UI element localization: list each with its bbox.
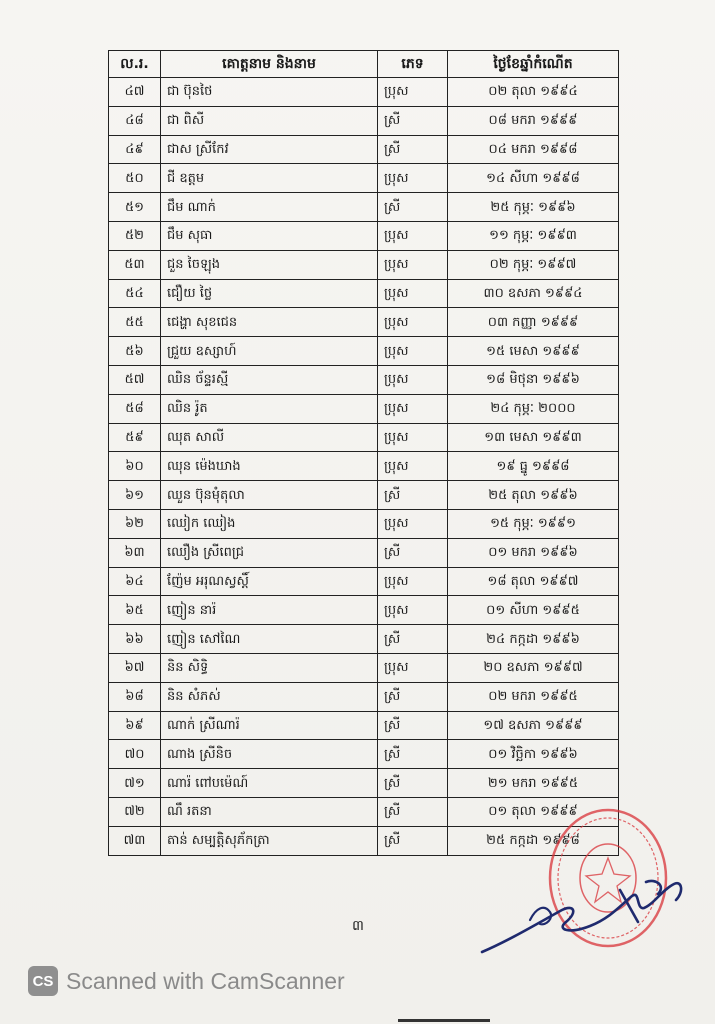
row-name-cell: ឈៀក ឈៀង	[161, 509, 378, 538]
table-row	[109, 423, 619, 452]
row-dob-cell: ២៥ តុលា ១៩៩៦	[448, 481, 619, 510]
row-number-cell: ៧១	[109, 769, 161, 798]
row-sex-cell: ស្រី	[378, 538, 448, 567]
row-dob-cell: ១៥ កុម្ភៈ ១៩៩១	[448, 509, 619, 538]
table-row	[109, 250, 619, 279]
row-sex-cell: ប្រុស	[378, 365, 448, 394]
camscanner-watermark	[28, 966, 345, 996]
row-sex-cell: ប្រុស	[378, 337, 448, 366]
row-name-cell: ជា ប៊ុនថៃ	[161, 78, 378, 107]
table-row	[109, 78, 619, 107]
row-name-cell: ឈិន រ៉ូត	[161, 394, 378, 423]
row-sex-cell: ស្រី	[378, 711, 448, 740]
row-dob-cell: ០២ កុម្ភៈ ១៩៩៧	[448, 250, 619, 279]
table-row	[109, 452, 619, 481]
table-row	[109, 394, 619, 423]
row-sex-cell: ប្រុស	[378, 308, 448, 337]
row-sex-cell: ស្រី	[378, 826, 448, 855]
row-name-cell: ណាង ស្រីនិច	[161, 740, 378, 769]
row-dob-cell: ១៥ មេសា ១៩៩៩	[448, 337, 619, 366]
row-name-cell: ជឹម ណាក់	[161, 193, 378, 222]
row-name-cell: ជ្រួយ ឧស្សាហ៍	[161, 337, 378, 366]
row-number-cell: ៤៩	[109, 135, 161, 164]
table-row	[109, 567, 619, 596]
row-dob-cell: ០១ សីហា ១៩៩៥	[448, 596, 619, 625]
row-name-cell: ញ៉ែម អរុណស្វស្តិ៍	[161, 567, 378, 596]
row-name-cell: តាន់ សម្បត្តិសុភ័កត្រា	[161, 826, 378, 855]
table-body	[109, 78, 619, 856]
row-sex-cell: ស្រី	[378, 135, 448, 164]
row-dob-cell: ០៤ មករា ១៩៩៨	[448, 135, 619, 164]
header-number: ល.រ.	[109, 51, 161, 78]
row-number-cell: ៥០	[109, 164, 161, 193]
table-row	[109, 164, 619, 193]
table-row	[109, 625, 619, 654]
row-dob-cell: ១៨ តុលា ១៩៩៧	[448, 567, 619, 596]
row-dob-cell: ០១ មករា ១៩៩៦	[448, 538, 619, 567]
row-number-cell: ៦៣	[109, 538, 161, 567]
row-number-cell: ៦៧	[109, 653, 161, 682]
row-dob-cell: ០១ វិច្ឆិកា ១៩៩៦	[448, 740, 619, 769]
row-dob-cell: ១៤ សីហា ១៩៩៨	[448, 164, 619, 193]
row-number-cell: ៥៧	[109, 365, 161, 394]
table-row	[109, 797, 619, 826]
row-number-cell: ៥៤	[109, 279, 161, 308]
row-dob-cell: ២០ ឧសភា ១៩៩៧	[448, 653, 619, 682]
row-number-cell: ៦៤	[109, 567, 161, 596]
row-sex-cell: ស្រី	[378, 625, 448, 654]
row-dob-cell: ០៨ មករា ១៩៩៩	[448, 106, 619, 135]
table-row	[109, 826, 619, 855]
table-row	[109, 106, 619, 135]
header-sex: ភេទ	[378, 51, 448, 78]
row-number-cell: ៥៩	[109, 423, 161, 452]
row-number-cell: ៦០	[109, 452, 161, 481]
table-row	[109, 538, 619, 567]
row-dob-cell: ០១ តុលា ១៩៩៩	[448, 797, 619, 826]
row-number-cell: ៦៨	[109, 682, 161, 711]
table-row	[109, 711, 619, 740]
row-sex-cell: ស្រី	[378, 193, 448, 222]
table-row	[109, 279, 619, 308]
row-number-cell: ៥៨	[109, 394, 161, 423]
row-dob-cell: ២១ មករា ១៩៩៥	[448, 769, 619, 798]
bottom-edge-bar	[398, 1019, 490, 1022]
row-dob-cell: ១៩ ធ្នូ ១៩៩៨	[448, 452, 619, 481]
row-name-cell: ឈួន ប៊ុនមុំតុលា	[161, 481, 378, 510]
row-sex-cell: ប្រុស	[378, 567, 448, 596]
row-name-cell: ជាស ស្រីកែវ	[161, 135, 378, 164]
row-name-cell: ណារ៉ ពៅបម៉េណ៍	[161, 769, 378, 798]
header-date-of-birth: ថ្ងៃខែឆ្នាំកំណើត	[448, 51, 619, 78]
table-row	[109, 221, 619, 250]
row-sex-cell: ស្រី	[378, 106, 448, 135]
row-number-cell: ៦១	[109, 481, 161, 510]
row-sex-cell: ប្រុស	[378, 452, 448, 481]
row-sex-cell: ប្រុស	[378, 509, 448, 538]
row-sex-cell: ស្រី	[378, 740, 448, 769]
row-number-cell: ៦២	[109, 509, 161, 538]
row-number-cell: ៥៣	[109, 250, 161, 279]
row-number-cell: ៥៥	[109, 308, 161, 337]
table-row	[109, 653, 619, 682]
row-dob-cell: ២៥ កុម្ភៈ ១៩៩៦	[448, 193, 619, 222]
table-row	[109, 135, 619, 164]
row-name-cell: ឈុត សាលី	[161, 423, 378, 452]
row-sex-cell: ស្រី	[378, 769, 448, 798]
row-sex-cell: ប្រុស	[378, 221, 448, 250]
table-row	[109, 740, 619, 769]
table-header-row	[109, 51, 619, 78]
row-sex-cell: ប្រុស	[378, 423, 448, 452]
row-sex-cell: ប្រុស	[378, 653, 448, 682]
row-dob-cell: ២៤ កុម្ភៈ ២០០០	[448, 394, 619, 423]
row-sex-cell: ប្រុស	[378, 279, 448, 308]
row-dob-cell: ១៨ មិថុនា ១៩៩៦	[448, 365, 619, 394]
row-name-cell: និន សំភស់	[161, 682, 378, 711]
row-name-cell: និន សិទ្ធិ	[161, 653, 378, 682]
header-full-name: គោត្តនាម និងនាម	[161, 51, 378, 78]
row-name-cell: ណឹ រតនា	[161, 797, 378, 826]
row-sex-cell: ស្រី	[378, 682, 448, 711]
row-number-cell: ៥៦	[109, 337, 161, 366]
row-sex-cell: ប្រុស	[378, 164, 448, 193]
row-sex-cell: ស្រី	[378, 797, 448, 826]
row-name-cell: ជេង្ហា សុខជេន	[161, 308, 378, 337]
table-row	[109, 682, 619, 711]
row-dob-cell: ១៧ ឧសភា ១៩៩៩	[448, 711, 619, 740]
table-row	[109, 481, 619, 510]
row-number-cell: ៥១	[109, 193, 161, 222]
table-row	[109, 365, 619, 394]
row-number-cell: ៧២	[109, 797, 161, 826]
row-sex-cell: ប្រុស	[378, 250, 448, 279]
row-name-cell: ឈឿង ស្រីពេជ្រ	[161, 538, 378, 567]
row-sex-cell: ប្រុស	[378, 394, 448, 423]
row-dob-cell: ១១ កុម្ភៈ ១៩៩៣	[448, 221, 619, 250]
row-name-cell: ជឹម សុធា	[161, 221, 378, 250]
row-dob-cell: ០២ មករា ១៩៩៥	[448, 682, 619, 711]
row-number-cell: ៦៥	[109, 596, 161, 625]
row-number-cell: ៦៦	[109, 625, 161, 654]
row-dob-cell: ៣០ ឧសភា ១៩៩៤	[448, 279, 619, 308]
row-dob-cell: ២៥ កក្កដា ១៩៩៨	[448, 826, 619, 855]
row-name-cell: ជី ឧត្តម	[161, 164, 378, 193]
row-dob-cell: ១៣ មេសា ១៩៩៣	[448, 423, 619, 452]
table-row	[109, 337, 619, 366]
row-dob-cell: ២៤ កក្កដា ១៩៩៦	[448, 625, 619, 654]
row-name-cell: ញៀន សៅណៃ	[161, 625, 378, 654]
row-dob-cell: ០៣ កញ្ញា ១៩៩៩	[448, 308, 619, 337]
row-name-cell: ជួន ចៃឡុង	[161, 250, 378, 279]
row-number-cell: ៤៧	[109, 78, 161, 107]
watermark-text: Scanned with CamScanner	[66, 967, 345, 994]
row-number-cell: ៦៩	[109, 711, 161, 740]
table-row	[109, 596, 619, 625]
table-row	[109, 769, 619, 798]
page-number: ៣	[352, 918, 364, 934]
handwritten-signature	[470, 860, 710, 970]
row-number-cell: ៧០	[109, 740, 161, 769]
camscanner-logo-icon: CS	[28, 966, 58, 996]
row-sex-cell: ប្រុស	[378, 596, 448, 625]
row-name-cell: ឈុន ម៉េងឃាង	[161, 452, 378, 481]
row-name-cell: ជឿយ ថ្លៃ	[161, 279, 378, 308]
table-row	[109, 193, 619, 222]
row-number-cell: ៥២	[109, 221, 161, 250]
row-number-cell: ៤៨	[109, 106, 161, 135]
table-row	[109, 308, 619, 337]
row-number-cell: ៧៣	[109, 826, 161, 855]
row-sex-cell: ប្រុស	[378, 78, 448, 107]
student-roster-table	[108, 50, 619, 856]
row-name-cell: ជា ពិសី	[161, 106, 378, 135]
row-sex-cell: ស្រី	[378, 481, 448, 510]
row-dob-cell: ០២ តុលា ១៩៩៤	[448, 78, 619, 107]
row-name-cell: ញៀន នារ៉	[161, 596, 378, 625]
row-name-cell: ណាក់ ស្រីណារ៉	[161, 711, 378, 740]
row-name-cell: ឈិន ច័ន្ទរស្មី	[161, 365, 378, 394]
table-row	[109, 509, 619, 538]
